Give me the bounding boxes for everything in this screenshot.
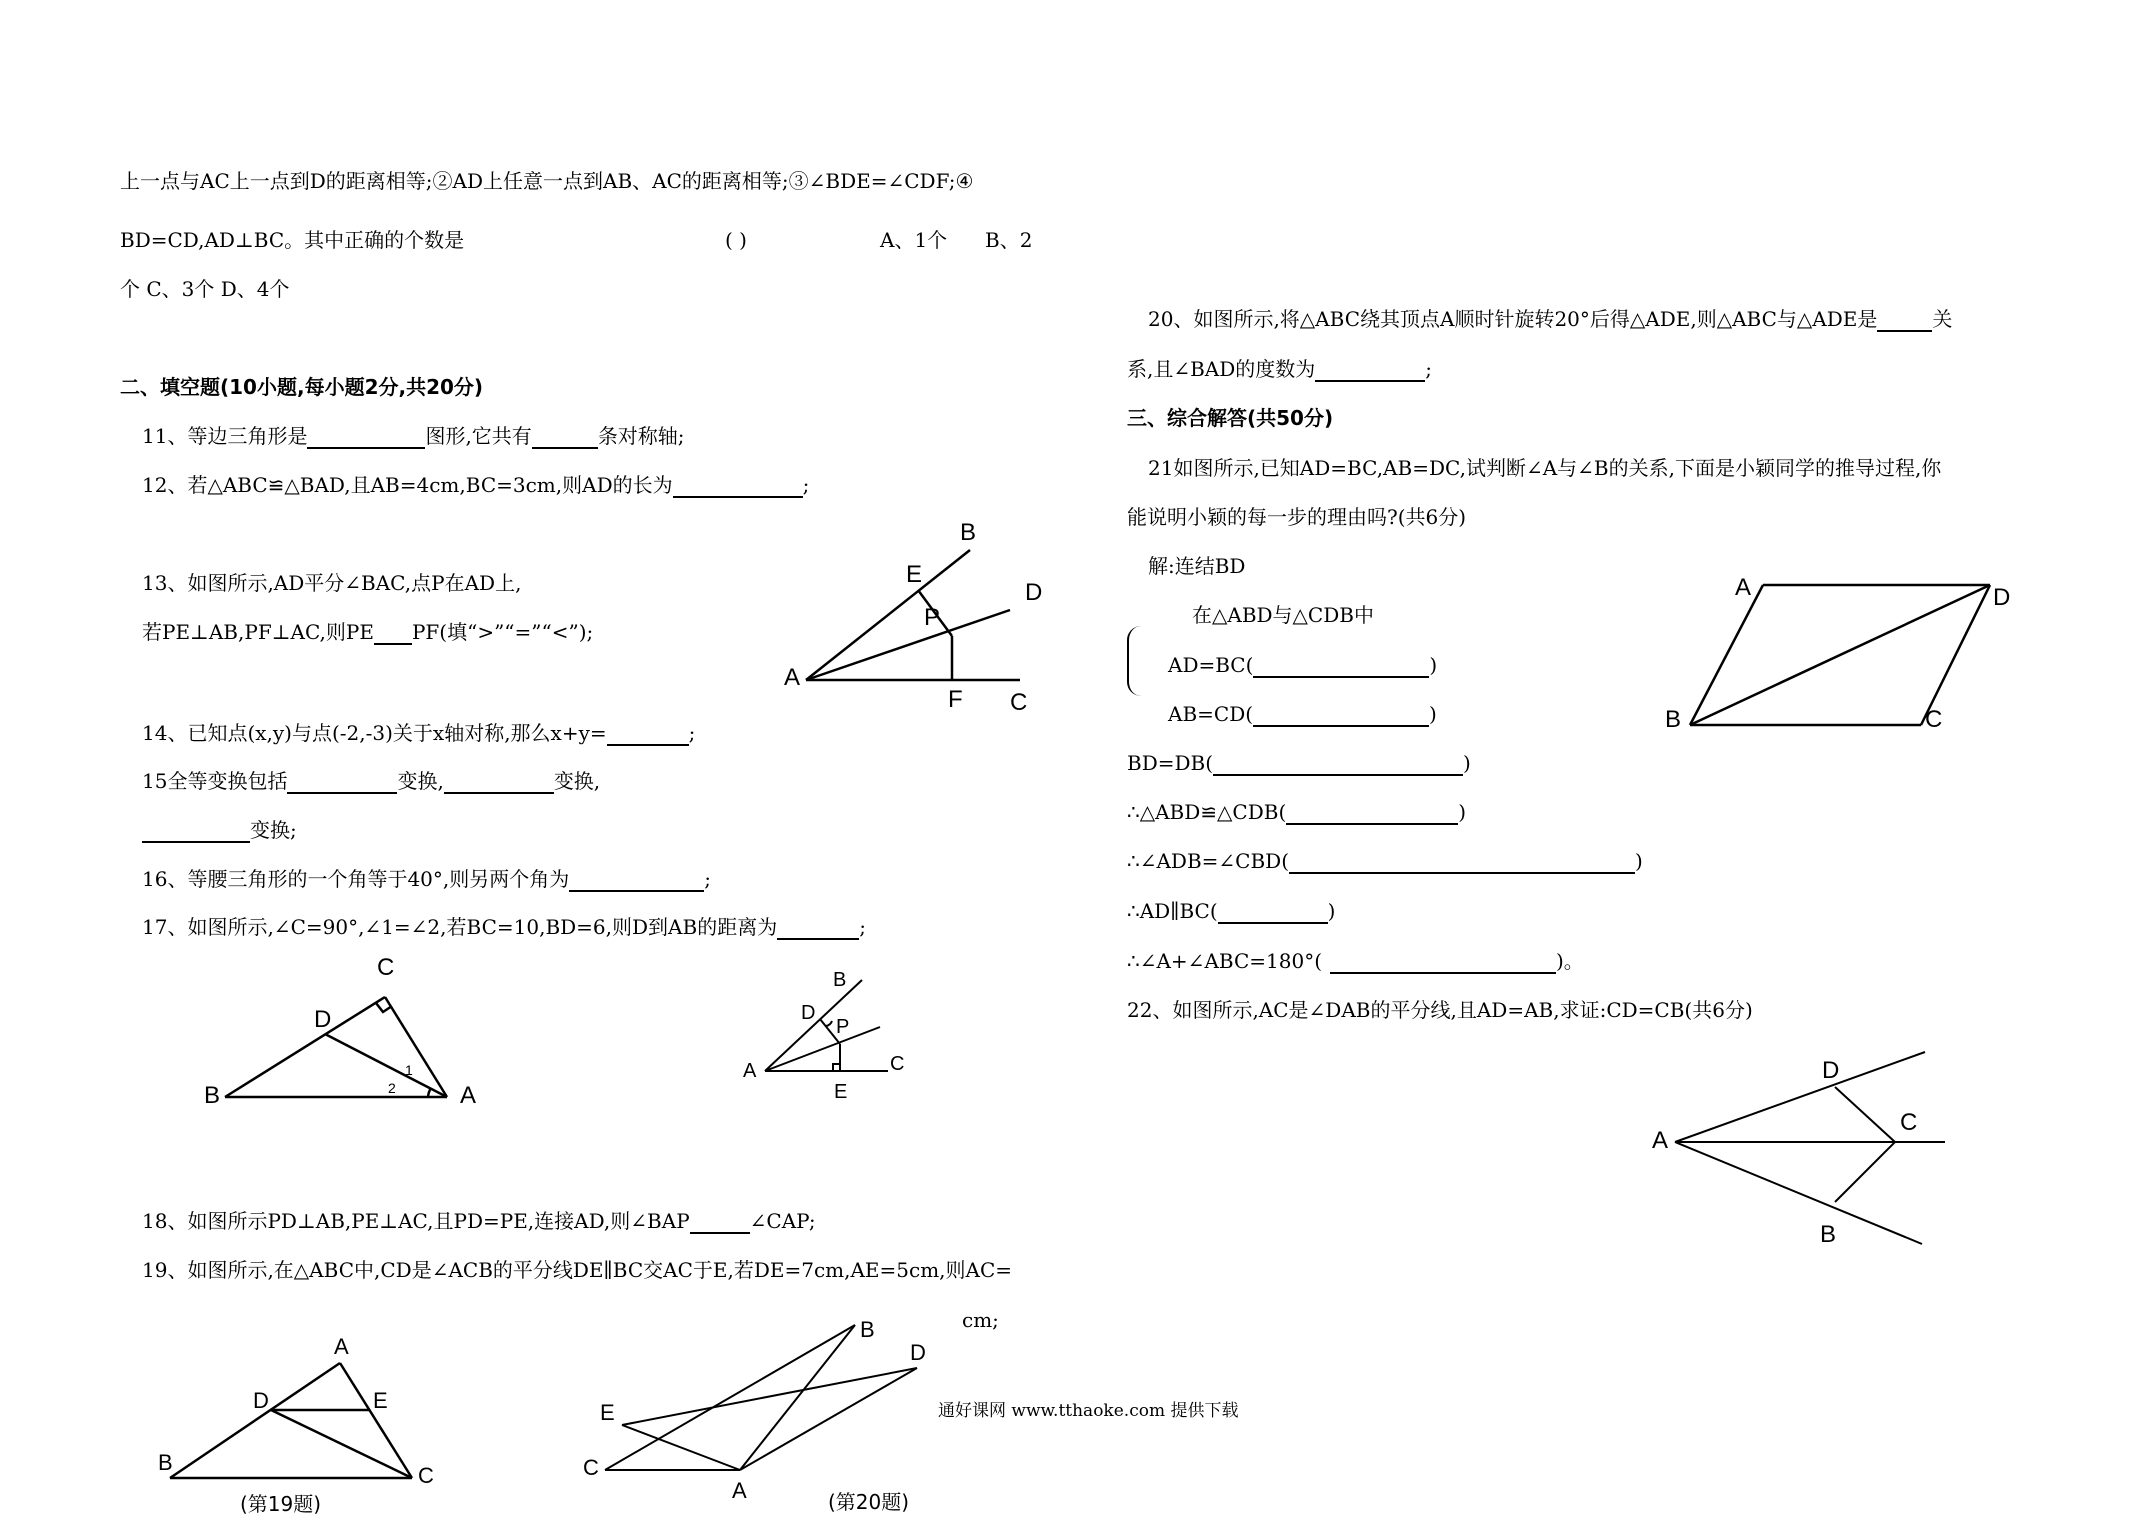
fig18-label-b: B bbox=[833, 969, 847, 991]
q13-line1: 13、如图所示,AD平分∠BAC,点P在AD上, bbox=[142, 571, 522, 595]
q21-step5-blank[interactable] bbox=[1289, 852, 1635, 874]
q15-blank-3[interactable] bbox=[142, 821, 250, 843]
q11 bbox=[142, 423, 685, 449]
fig20-label-e: E bbox=[600, 1400, 615, 1425]
q12-text-b: ; bbox=[802, 473, 810, 497]
fig21-diagonal-bd bbox=[1690, 585, 1990, 725]
q10-continuation-line3: 个 C、3个 D、4个 bbox=[120, 277, 290, 301]
fig19-label-c: C bbox=[418, 1463, 434, 1488]
fig13-ray-ab bbox=[806, 550, 970, 680]
q21-solution-intro: 解:连结BD bbox=[1148, 554, 1246, 578]
fig22-label-b: B bbox=[1820, 1221, 1837, 1248]
figure-q18 bbox=[735, 965, 915, 1105]
q11-text-c: 条对称轴; bbox=[597, 424, 685, 448]
q21-step6 bbox=[1127, 898, 1335, 924]
fig19-side-ab bbox=[170, 1363, 340, 1478]
q20-text-c: 系,且∠BAD的度数为 bbox=[1127, 357, 1316, 381]
fig19-label-a: A bbox=[334, 1334, 349, 1359]
fig20-label-c: C bbox=[583, 1455, 599, 1480]
q21-step5-text: ∴∠ADB=∠CBD( bbox=[1127, 849, 1290, 873]
section2-title: 二、填空题(10小题,每小题2分,共20分) bbox=[120, 375, 484, 399]
fig17-angle-arc bbox=[428, 1088, 431, 1097]
fig13-label-p: P bbox=[924, 604, 941, 631]
q12-text-a: 12、若△ABC≌△BAD,且AB=4cm,BC=3cm,则AD的长为 bbox=[142, 473, 673, 497]
q11-blank-2[interactable] bbox=[532, 427, 598, 449]
q21-step1-text: AD=BC( bbox=[1168, 653, 1254, 677]
q21-step3-close: ) bbox=[1463, 751, 1471, 775]
q21-line1: 21如图所示,已知AD=BC,AB=DC,试判断∠A与∠B的关系,下面是小颖同学的推导过程,你 bbox=[1148, 456, 1942, 480]
fig17-side-bc bbox=[225, 997, 385, 1097]
fig22-label-c: C bbox=[1900, 1109, 1918, 1136]
q20-line1 bbox=[1148, 306, 1952, 332]
q10-option-b: B、2 bbox=[985, 228, 1033, 252]
q15-blank-2[interactable] bbox=[444, 772, 554, 794]
q13-blank[interactable] bbox=[374, 623, 412, 645]
fig13-ray-ad bbox=[806, 610, 1010, 680]
q20-text-a: 20、如图所示,将△ABC绕其顶点A顺时针旋转20°后得△ADE,则△ABC与△ADE是 bbox=[1148, 307, 1878, 331]
q10-continuation-line2: BD=CD,AD⊥BC。其中正确的个数是 bbox=[120, 228, 465, 252]
q21-in-triangles: 在△ABD与△CDB中 bbox=[1192, 603, 1374, 627]
q20-blank-1[interactable] bbox=[1877, 310, 1932, 332]
fig20-side-ad bbox=[740, 1368, 917, 1470]
q17 bbox=[142, 914, 866, 940]
q21-step7-blank[interactable] bbox=[1330, 952, 1556, 974]
fig20-side-cb bbox=[605, 1325, 855, 1470]
q21-step4 bbox=[1127, 799, 1466, 825]
fig18-ray-ap bbox=[765, 1027, 880, 1071]
fig22-segment-dc bbox=[1835, 1087, 1895, 1142]
fig22-ray-ad bbox=[1675, 1052, 1925, 1142]
fig13-label-f: F bbox=[948, 686, 963, 713]
q21-step1-close: ) bbox=[1429, 653, 1438, 677]
q10-option-a: A、1个 bbox=[880, 228, 948, 252]
q21-step6-close: ) bbox=[1327, 899, 1336, 923]
fig18-label-d: D bbox=[801, 1002, 816, 1024]
q21-step3-blank[interactable] bbox=[1213, 754, 1463, 776]
fig22-segment-bc bbox=[1835, 1142, 1895, 1202]
q10-answer-paren: ( ) bbox=[725, 228, 747, 252]
q21-step5 bbox=[1127, 848, 1643, 874]
fig17-label-c: C bbox=[377, 954, 395, 981]
q16 bbox=[142, 866, 711, 892]
q18-blank[interactable] bbox=[690, 1212, 750, 1234]
fig20-label-b: B bbox=[860, 1317, 875, 1342]
fig17-label-a: A bbox=[460, 1082, 477, 1109]
fig13-label-a: A bbox=[784, 664, 801, 691]
q21-step2-blank[interactable] bbox=[1253, 705, 1429, 727]
q21-brace bbox=[1127, 626, 1143, 696]
q21-step6-text: ∴AD∥BC( bbox=[1127, 899, 1218, 923]
q13-text-a: 若PE⊥AB,PF⊥AC,则PE bbox=[142, 620, 374, 644]
q18-text-a: 18、如图所示PD⊥AB,PE⊥AC,且PD=PE,连接AD,则∠BAP bbox=[142, 1209, 690, 1233]
q14-text-b: ; bbox=[688, 721, 696, 745]
q18 bbox=[142, 1208, 816, 1234]
figure-q21 bbox=[1660, 570, 2020, 740]
q13-line2 bbox=[142, 619, 593, 645]
q21-step2-close: ) bbox=[1429, 702, 1437, 726]
q16-text-a: 16、等腰三角形的一个角等于40°,则另两个角为 bbox=[142, 867, 570, 891]
fig20-side-ed bbox=[622, 1368, 917, 1425]
q21-step3 bbox=[1127, 750, 1471, 776]
q14 bbox=[142, 720, 695, 746]
q11-text-a: 11、等边三角形是 bbox=[142, 424, 308, 448]
figure-q13 bbox=[770, 510, 1070, 720]
q21-step2-text: AB=CD( bbox=[1168, 702, 1254, 726]
figure-q17 bbox=[200, 950, 490, 1110]
fig18-label-a: A bbox=[743, 1060, 757, 1082]
fig17-label-d: D bbox=[314, 1006, 332, 1033]
q20-text-b: 关 bbox=[1932, 307, 1953, 331]
q21-step7-text: ∴∠A+∠ABC=180°( bbox=[1127, 949, 1322, 973]
fig17-label-2: 2 bbox=[388, 1080, 396, 1096]
q21-step2 bbox=[1168, 701, 1437, 727]
q15-text-c: 变换, bbox=[553, 769, 601, 793]
q20-text-d: ; bbox=[1425, 357, 1433, 381]
q15-text-b: 变换, bbox=[397, 769, 444, 793]
fig21-side-dc bbox=[1921, 585, 1990, 725]
q21-step7 bbox=[1127, 948, 1584, 974]
q21-step4-blank[interactable] bbox=[1286, 803, 1458, 825]
fig18-label-p: P bbox=[836, 1016, 850, 1038]
q16-blank[interactable] bbox=[569, 870, 704, 892]
q21-step4-close: ) bbox=[1458, 800, 1467, 824]
fig20-label-d: D bbox=[910, 1340, 926, 1365]
q14-blank[interactable] bbox=[607, 724, 689, 746]
figure-q19 bbox=[155, 1330, 455, 1490]
fig20-label-a: A bbox=[732, 1478, 747, 1503]
q15-text-d: 变换; bbox=[250, 818, 297, 842]
q21-step1-blank[interactable] bbox=[1253, 656, 1429, 678]
fig18-label-c: C bbox=[890, 1053, 905, 1075]
q21-step3-text: BD=DB( bbox=[1127, 751, 1214, 775]
figure-q22 bbox=[1640, 1040, 1960, 1260]
fig19-label-d: D bbox=[253, 1388, 269, 1413]
q15-text-a: 15全等变换包括 bbox=[142, 769, 288, 793]
q21-step4-text: ∴△ABD≌△CDB( bbox=[1127, 800, 1287, 824]
fig21-label-b: B bbox=[1665, 706, 1682, 733]
fig21-label-a: A bbox=[1735, 574, 1752, 601]
q11-text-b: 图形,它共有 bbox=[425, 424, 532, 448]
fig13-label-d: D bbox=[1025, 579, 1043, 606]
fig17-label-1: 1 bbox=[405, 1062, 413, 1078]
q17-text-b: ; bbox=[859, 915, 866, 939]
fig20-side-ab bbox=[740, 1325, 855, 1470]
fig21-side-ab bbox=[1690, 585, 1763, 725]
fig18-angle-arc bbox=[826, 1021, 832, 1026]
q14-text-a: 14、已知点(x,y)与点(-2,-3)关于x轴对称,那么x+y= bbox=[142, 721, 607, 745]
q21-step5-close: ) bbox=[1635, 849, 1643, 873]
q15-line2 bbox=[142, 817, 297, 843]
caption-q19: (第19题) bbox=[240, 1492, 322, 1516]
q10-continuation-line1: 上一点与AC上一点到D的距离相等;②AD上任意一点到AB、AC的距离相等;③∠BDE=∠CDF;④ bbox=[120, 169, 974, 193]
q22: 22、如图所示,AC是∠DAB的平分线,且AD=AB,求证:CD=CB(共6分) bbox=[1127, 998, 1753, 1022]
q21-step1 bbox=[1168, 652, 1437, 678]
fig19-label-b: B bbox=[158, 1450, 173, 1475]
fig13-label-b: B bbox=[960, 519, 977, 546]
q20-line2 bbox=[1127, 356, 1432, 382]
q21-step7-close: )。 bbox=[1556, 949, 1584, 973]
q15-line1 bbox=[142, 768, 600, 794]
fig18-label-e: E bbox=[834, 1081, 848, 1103]
q20-blank-2[interactable] bbox=[1315, 360, 1425, 382]
q16-text-b: ; bbox=[704, 867, 712, 891]
section3-title: 三、综合解答(共50分) bbox=[1127, 406, 1334, 430]
q18-text-b: ∠CAP; bbox=[749, 1209, 816, 1233]
fig22-ray-ab bbox=[1675, 1142, 1922, 1244]
q12 bbox=[142, 472, 809, 498]
fig22-label-d: D bbox=[1822, 1057, 1840, 1084]
fig20-side-ea bbox=[622, 1425, 740, 1470]
q13-text-b: PF(填“>”“=”“<”); bbox=[411, 620, 594, 644]
q17-blank[interactable] bbox=[777, 918, 859, 940]
q19-line1: 19、如图所示,在△ABC中,CD是∠ACB的平分线DE∥BC交AC于E,若DE=7cm,AE=5cm,则AC= bbox=[142, 1258, 1013, 1282]
fig21-label-c: C bbox=[1925, 706, 1943, 733]
q15-blank-1[interactable] bbox=[287, 772, 397, 794]
fig18-right-angle-mark bbox=[833, 1064, 840, 1071]
fig21-label-d: D bbox=[1993, 584, 2011, 611]
fig22-label-a: A bbox=[1652, 1127, 1669, 1154]
q11-blank-1[interactable] bbox=[307, 427, 425, 449]
fig17-label-b: B bbox=[204, 1082, 221, 1109]
q21-line2: 能说明小颖的每一步的理由吗?(共6分) bbox=[1127, 505, 1467, 529]
fig13-label-c: C bbox=[1010, 689, 1028, 716]
fig13-label-e: E bbox=[906, 561, 923, 588]
q17-text-a: 17、如图所示,∠C=90°,∠1=∠2,若BC=10,BD=6,则D到AB的距离为 bbox=[142, 915, 778, 939]
q19-unit: cm; bbox=[962, 1308, 999, 1332]
fig19-label-e: E bbox=[373, 1388, 388, 1413]
footer-source: 通好课网 www.tthaoke.com 提供下载 bbox=[938, 1401, 1239, 1421]
q12-blank[interactable] bbox=[673, 476, 803, 498]
caption-q20: (第20题) bbox=[828, 1490, 910, 1514]
q21-step6-blank[interactable] bbox=[1218, 902, 1328, 924]
